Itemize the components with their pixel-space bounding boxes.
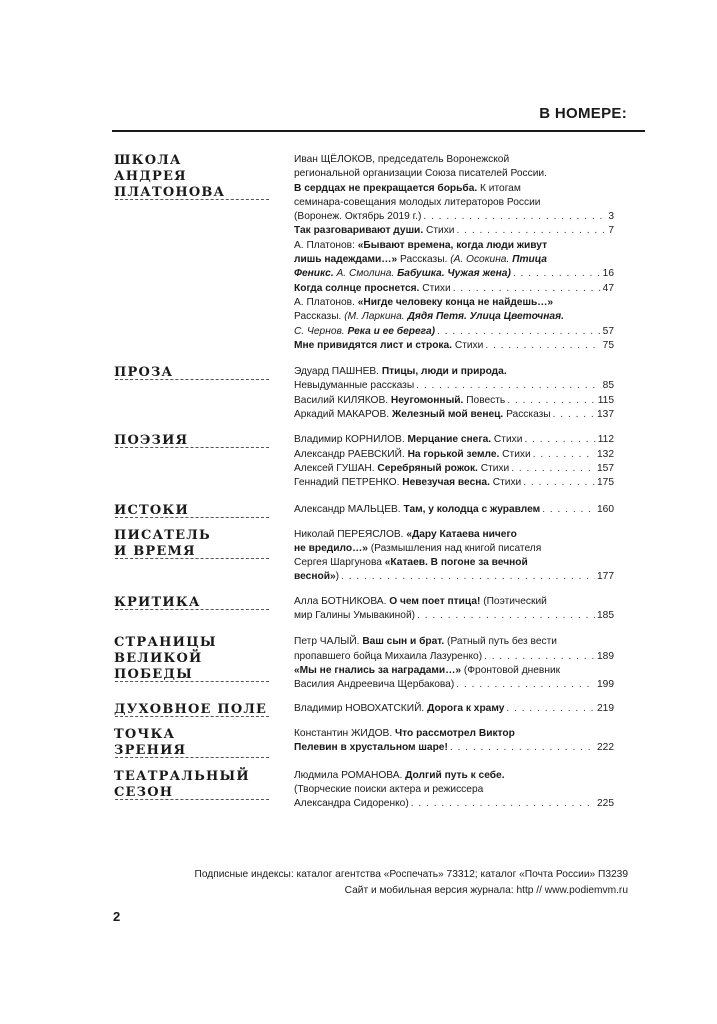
section-title-line: ДУХОВНОЕ ПОЛЕ <box>114 701 268 717</box>
entry-text-run: А. Смолина. <box>336 268 398 280</box>
page-ref: 177 <box>597 571 614 583</box>
toc-entry-line <box>294 339 614 353</box>
page-ref: 16 <box>602 268 614 280</box>
section-entries <box>294 503 614 519</box>
entry-text-run: Стихи <box>423 225 455 237</box>
toc-entry-line <box>294 650 614 664</box>
entry-text-run: Невыдуманные рассказы <box>294 380 415 392</box>
toc-entry-line <box>294 394 614 408</box>
entry-text-run: Серебряный рожок. <box>377 462 478 474</box>
section-entries <box>294 433 614 490</box>
page-ref: 199 <box>597 679 614 691</box>
section-title <box>114 769 284 801</box>
entry-text <box>294 741 448 755</box>
section-title-line: СТРАНИЦЫ <box>114 635 217 651</box>
page-ref: 157 <box>597 462 614 474</box>
entry-text <box>294 153 509 167</box>
toc-section <box>114 635 614 692</box>
toc-section <box>114 769 614 812</box>
entry-text <box>294 664 560 678</box>
entry-text <box>294 556 528 570</box>
entry-text <box>294 678 454 692</box>
section-title-rule <box>115 558 269 559</box>
entry-text-run: «Мы не гнались за наградами…» <box>294 664 462 676</box>
toc-entry-line <box>294 797 614 811</box>
toc-entry-line <box>294 210 614 224</box>
entry-text-run: Стихи <box>489 477 522 489</box>
entry-text-run: Константин ЖИДОВ. <box>294 727 395 739</box>
entry-text-run: Мне привидятся лист и строка. <box>294 339 453 351</box>
toc-entry[interactable] <box>294 339 614 353</box>
entry-text <box>294 433 522 447</box>
section-entries <box>294 595 614 624</box>
section-title-rule <box>115 199 269 200</box>
section-title-line: ЗРЕНИЯ <box>114 742 187 758</box>
section-entries <box>294 727 614 759</box>
entry-text-run: Александра Сидоренко) <box>294 798 409 810</box>
entry-text-run: Николай ПЕРЕЯСЛОВ. <box>294 528 407 540</box>
entry-text-run: С. Чернов. <box>294 325 348 337</box>
entry-text-run: Дорога к храму <box>427 702 505 714</box>
entry-text-run: Долгий путь к себе. <box>405 769 505 781</box>
toc-entry[interactable] <box>294 476 614 490</box>
toc-entry[interactable] <box>294 769 614 812</box>
entry-text-run: ) <box>335 571 340 583</box>
page-ref: 112 <box>597 434 614 446</box>
dot-leader <box>457 224 607 238</box>
dot-leader <box>450 741 595 755</box>
section-title <box>114 727 284 759</box>
website-line: Сайт и мобильная версия журнала: http // www.podiemvm.ru <box>344 885 628 896</box>
entry-text <box>294 239 547 253</box>
entry-text-run: К итогам <box>477 182 521 194</box>
entry-text <box>294 448 531 462</box>
section-title-line: ПИСАТЕЛЬ <box>114 527 211 543</box>
section-title-line: КРИТИКА <box>114 594 201 610</box>
entry-text-run: Сергея Шаргунова <box>294 557 385 569</box>
section-title-rule <box>115 716 269 717</box>
toc-entry-line <box>294 182 614 196</box>
page-ref: 175 <box>597 477 614 489</box>
entry-text <box>294 570 339 584</box>
toc-entry-line <box>294 224 614 238</box>
dot-leader <box>511 462 595 476</box>
toc-section <box>114 503 614 519</box>
entry-text-run: Владимир КОРНИЛОВ. <box>294 434 408 446</box>
entry-text <box>294 797 409 811</box>
toc-entry-line <box>294 379 614 393</box>
toc-section <box>114 528 614 585</box>
section-title-line: ТЕАТРАЛЬНЫЙ <box>114 768 250 784</box>
section-title-line: ПРОЗА <box>114 365 174 381</box>
section-title-line: ТОЧКА <box>114 726 176 742</box>
entry-text <box>294 650 482 664</box>
toc-section <box>114 153 614 353</box>
toc-entry-line <box>294 476 614 490</box>
entry-text-run: (Фронтовой дневник <box>461 664 561 676</box>
entry-text-run: Птицы, люди и природа. <box>381 366 507 378</box>
entry-text <box>294 365 507 379</box>
section-entries <box>294 635 614 692</box>
toc-entry[interactable] <box>294 365 614 394</box>
entry-text-run: (Творческие поиски актера и режиссера <box>294 783 484 795</box>
entry-text-run: В сердцах не прекращается борьба. <box>294 182 478 194</box>
dot-leader <box>416 379 600 393</box>
toc-entry[interactable] <box>294 702 614 716</box>
entry-text-run: Петр ЧАЛЫЙ. <box>294 636 363 648</box>
toc-entry-line <box>294 727 614 741</box>
toc-entry[interactable] <box>294 635 614 664</box>
toc-entry-line <box>294 325 614 339</box>
toc-entry[interactable] <box>294 433 614 447</box>
entry-text <box>294 462 509 476</box>
toc-section <box>114 702 614 718</box>
page-ref: 222 <box>597 741 614 753</box>
entry-text-run: «Нигде человеку конца не найдешь…» <box>357 296 554 308</box>
entry-text-run: Рассказы. <box>294 311 345 323</box>
toc-entry-line <box>294 462 614 476</box>
toc-entry[interactable] <box>294 595 614 624</box>
entry-text-run: пропавшего бойца Михаила Лазуренко) <box>294 650 483 662</box>
toc-entry[interactable] <box>294 664 614 693</box>
entry-text <box>294 408 551 422</box>
table-of-contents <box>114 153 614 811</box>
toc-entry-line <box>294 556 614 570</box>
entry-text <box>294 210 421 224</box>
page-ref: 85 <box>602 380 614 392</box>
entry-text-run: Ваш сын и брат. <box>362 636 445 648</box>
dot-leader <box>506 702 595 716</box>
toc-entry[interactable] <box>294 296 614 339</box>
entry-text <box>294 503 540 517</box>
entry-text-run: На горькой земле. <box>407 448 500 460</box>
entry-text-run: Рассказы <box>503 409 551 421</box>
toc-entry-line <box>294 196 614 210</box>
page-ref: 115 <box>597 394 614 406</box>
section-entries <box>294 528 614 585</box>
toc-section <box>114 727 614 759</box>
toc-entry-line <box>294 310 614 324</box>
entry-text-run: региональной организации Союза писателей России. <box>294 168 547 180</box>
section-title <box>114 528 284 560</box>
entry-text <box>294 379 414 393</box>
entry-text <box>294 167 547 181</box>
toc-entry-line <box>294 433 614 447</box>
toc-entry-line <box>294 702 614 716</box>
toc-entry[interactable] <box>294 153 614 224</box>
page-ref: 137 <box>597 409 614 421</box>
section-title-rule <box>115 609 269 610</box>
entry-text-run: Бабушка. Чужая жена) <box>397 268 511 280</box>
section-entries <box>294 769 614 812</box>
toc-entry[interactable] <box>294 462 614 476</box>
section-title <box>114 635 284 683</box>
page-ref: 57 <box>602 325 614 337</box>
toc-entry-line <box>294 153 614 167</box>
entry-text-run: Так разговаривают души. <box>294 225 424 237</box>
entry-text <box>294 394 505 408</box>
toc-entry-line <box>294 595 614 609</box>
page-ref: 3 <box>608 211 614 223</box>
entry-text-run: (А. Осокина. <box>450 254 513 266</box>
entry-text-run: мир Галины Умывакиной) <box>294 610 416 622</box>
entry-text-run: Алла БОТНИКОВА. <box>294 595 390 607</box>
section-title-line: ПОЭЗИЯ <box>114 433 189 449</box>
toc-entry-line <box>294 296 614 310</box>
entry-text-run: (М. Ларкина. <box>344 311 408 323</box>
entry-text <box>294 727 515 741</box>
entry-text-run: «Катаев. В погоне за вечной <box>384 557 528 569</box>
dot-leader <box>423 210 606 224</box>
toc-entry-line <box>294 503 614 517</box>
toc-section <box>114 595 614 624</box>
toc-entry[interactable] <box>294 282 614 296</box>
entry-text-run: (Воронеж. Октябрь 2019 г.) <box>294 211 422 223</box>
page-ref: 225 <box>597 798 614 810</box>
entry-text-run: Стихи <box>419 282 451 294</box>
toc-entry-line <box>294 542 614 556</box>
toc-entry-line <box>294 167 614 181</box>
entry-text-run: Владимир НОВОХАТСКИЙ. <box>294 702 428 714</box>
entry-text-run: «Дару Катаева ничего <box>406 528 517 540</box>
section-title-rule <box>115 799 269 800</box>
dot-leader <box>507 394 596 408</box>
section-title-rule <box>115 379 269 380</box>
entry-text <box>294 267 511 281</box>
toc-entry-line <box>294 528 614 542</box>
entry-text <box>294 476 521 490</box>
entry-text <box>294 783 483 797</box>
entry-text-run: Феникс. <box>294 268 337 280</box>
entry-text <box>294 635 557 649</box>
toc-entry[interactable] <box>294 408 614 422</box>
page-ref: 219 <box>597 702 614 714</box>
entry-text-run: Геннадий ПЕТРЕНКО. <box>294 477 403 489</box>
dot-leader <box>524 433 595 447</box>
page-ref: 75 <box>602 339 614 351</box>
entry-text <box>294 282 451 296</box>
entry-text-run: Эдуард ПАШНЕВ. <box>294 366 382 378</box>
dot-leader <box>523 476 595 490</box>
entry-text <box>294 528 517 542</box>
entry-text-run: Александр РАЕВСКИЙ. <box>294 448 408 460</box>
entry-text-run: Невезучая весна. <box>402 477 490 489</box>
page-ref: 47 <box>602 282 614 294</box>
entry-text-run: Алексей ГУШАН. <box>294 462 378 474</box>
entry-text-run: «Бывают времена, когда люди живут <box>357 239 548 251</box>
page-ref: 160 <box>597 503 614 515</box>
entry-text-run: Неугомонный. <box>390 394 464 406</box>
toc-entry-line <box>294 570 614 584</box>
section-title-line: СЕЗОН <box>114 784 174 800</box>
section-title-rule <box>115 757 269 758</box>
entry-text-run: Птица <box>512 254 547 266</box>
section-title-line: ПОБЕДЫ <box>114 667 193 683</box>
toc-entry-line <box>294 408 614 422</box>
entry-text-run: Иван ЩЁЛОКОВ, председатель Воронежской <box>294 154 510 165</box>
page-ref: 132 <box>597 448 614 460</box>
toc-section <box>114 365 614 422</box>
section-title-line: ШКОЛА <box>114 153 182 168</box>
entry-text <box>294 595 547 609</box>
dot-leader <box>533 448 595 462</box>
entry-text-run: Василий КИЛЯКОВ. <box>294 394 391 406</box>
toc-entry[interactable] <box>294 448 614 462</box>
dot-leader <box>542 503 595 517</box>
entry-text <box>294 325 435 339</box>
page-number: 2 <box>113 909 121 924</box>
entry-text-run: Дядя Петя. Улица Цветочная. <box>407 311 564 323</box>
header-rule <box>112 130 645 132</box>
entry-text-run: не вредило…» <box>294 542 368 554</box>
entry-text-run: Рассказы. <box>397 254 451 266</box>
section-title-line: ВЕЛИКОЙ <box>114 651 203 667</box>
toc-entry[interactable] <box>294 394 614 408</box>
entry-text-run: А. Платонов. <box>294 296 358 308</box>
toc-entry-line <box>294 365 614 379</box>
entry-text <box>294 310 564 324</box>
entry-text <box>294 296 553 310</box>
page-ref: 185 <box>597 610 614 622</box>
toc-entry-line <box>294 769 614 783</box>
entry-text-run: Река и ее берега) <box>347 325 436 337</box>
page-ref: 7 <box>608 225 614 237</box>
entry-text-run: (Ратный путь без вести <box>444 636 557 648</box>
toc-entry[interactable] <box>294 503 614 517</box>
entry-text <box>294 542 541 556</box>
entry-text-run: Мерцание снега. <box>407 434 492 446</box>
section-entries <box>294 365 614 422</box>
dot-leader <box>453 282 601 296</box>
dot-leader <box>485 339 600 353</box>
entry-text-run: О чем поет птица! <box>389 595 481 607</box>
section-title-rule <box>115 681 269 682</box>
section-title-rule <box>115 517 269 518</box>
toc-entry[interactable] <box>294 528 614 585</box>
section-title-line: ПЛАТОНОВА <box>114 185 226 200</box>
dot-leader <box>411 797 595 811</box>
dot-leader <box>484 650 595 664</box>
dot-leader <box>513 267 601 281</box>
entry-text-run: Стихи <box>491 434 523 446</box>
entry-text-run: весной» <box>294 571 336 583</box>
entry-text-run: Аркадий МАКАРОВ. <box>294 409 392 421</box>
toc-entry-line <box>294 609 614 623</box>
entry-text-run: Там, у колодца с журавлем <box>403 503 541 515</box>
toc-entry[interactable] <box>294 224 614 238</box>
toc-section <box>114 433 614 490</box>
toc-entry[interactable] <box>294 727 614 756</box>
toc-entry-line <box>294 783 614 797</box>
entry-text-run: Повесть <box>463 394 506 406</box>
toc-entry-line <box>294 239 614 253</box>
entry-text-run: Когда солнце проснется. <box>294 282 420 294</box>
entry-text <box>294 224 455 238</box>
footer <box>140 867 628 899</box>
entry-text-run: Людмила РОМАНОВА. <box>294 769 406 781</box>
entry-text <box>294 769 505 783</box>
entry-text-run: (Размышления над книгой писателя <box>367 542 542 554</box>
entry-text-run: Стихи <box>499 448 531 460</box>
dot-leader <box>437 325 601 339</box>
section-title <box>114 153 284 201</box>
entry-text <box>294 196 541 210</box>
section-entries <box>294 153 614 353</box>
toc-entry-line <box>294 448 614 462</box>
toc-entry-line <box>294 282 614 296</box>
entry-text <box>294 609 415 623</box>
subscription-indexes: Подписные индексы: каталог агентства «Роспечать» 73312; каталог «Почта России» П3239 <box>194 869 628 880</box>
toc-entry-line <box>294 253 614 267</box>
section-title-line: ИСТОКИ <box>114 502 189 518</box>
section-title-rule <box>115 447 269 448</box>
contents-header: В НОМЕРЕ: <box>539 105 627 122</box>
entry-text-run: Василия Андреевича Щербакова) <box>294 679 455 691</box>
entry-text-run: Пелевин в хрустальном шаре! <box>294 741 448 753</box>
entry-text-run: Стихи <box>477 462 510 474</box>
entry-text-run: (Поэтический <box>480 595 547 607</box>
toc-entry-line <box>294 635 614 649</box>
entry-text-run: Железный мой венец. <box>391 409 504 421</box>
section-title-line: И ВРЕМЯ <box>114 543 196 559</box>
entry-text <box>294 253 547 267</box>
dot-leader <box>553 408 595 422</box>
dot-leader <box>456 678 595 692</box>
entry-text-run: лишь надеждами…» <box>294 254 398 266</box>
entry-text <box>294 182 521 196</box>
page-ref: 189 <box>597 650 614 662</box>
section-entries <box>294 702 614 718</box>
entry-text-run: Что рассмотрел Виктор <box>395 727 515 739</box>
dot-leader <box>341 570 595 584</box>
toc-entry-line <box>294 678 614 692</box>
entry-text <box>294 339 483 353</box>
section-title-line: АНДРЕЯ <box>114 169 187 184</box>
entry-text-run: семинара-совещания молодых литераторов России <box>294 196 541 208</box>
toc-entry-line <box>294 741 614 755</box>
toc-entry-line <box>294 664 614 678</box>
toc-entry[interactable] <box>294 239 614 282</box>
entry-text-run: Александр МАЛЬЦЕВ. <box>294 503 404 515</box>
entry-text <box>294 702 504 716</box>
toc-entry-line <box>294 267 614 281</box>
entry-text-run: А. Платонов: <box>294 239 358 251</box>
dot-leader <box>417 609 595 623</box>
entry-text-run: Стихи <box>452 339 484 351</box>
